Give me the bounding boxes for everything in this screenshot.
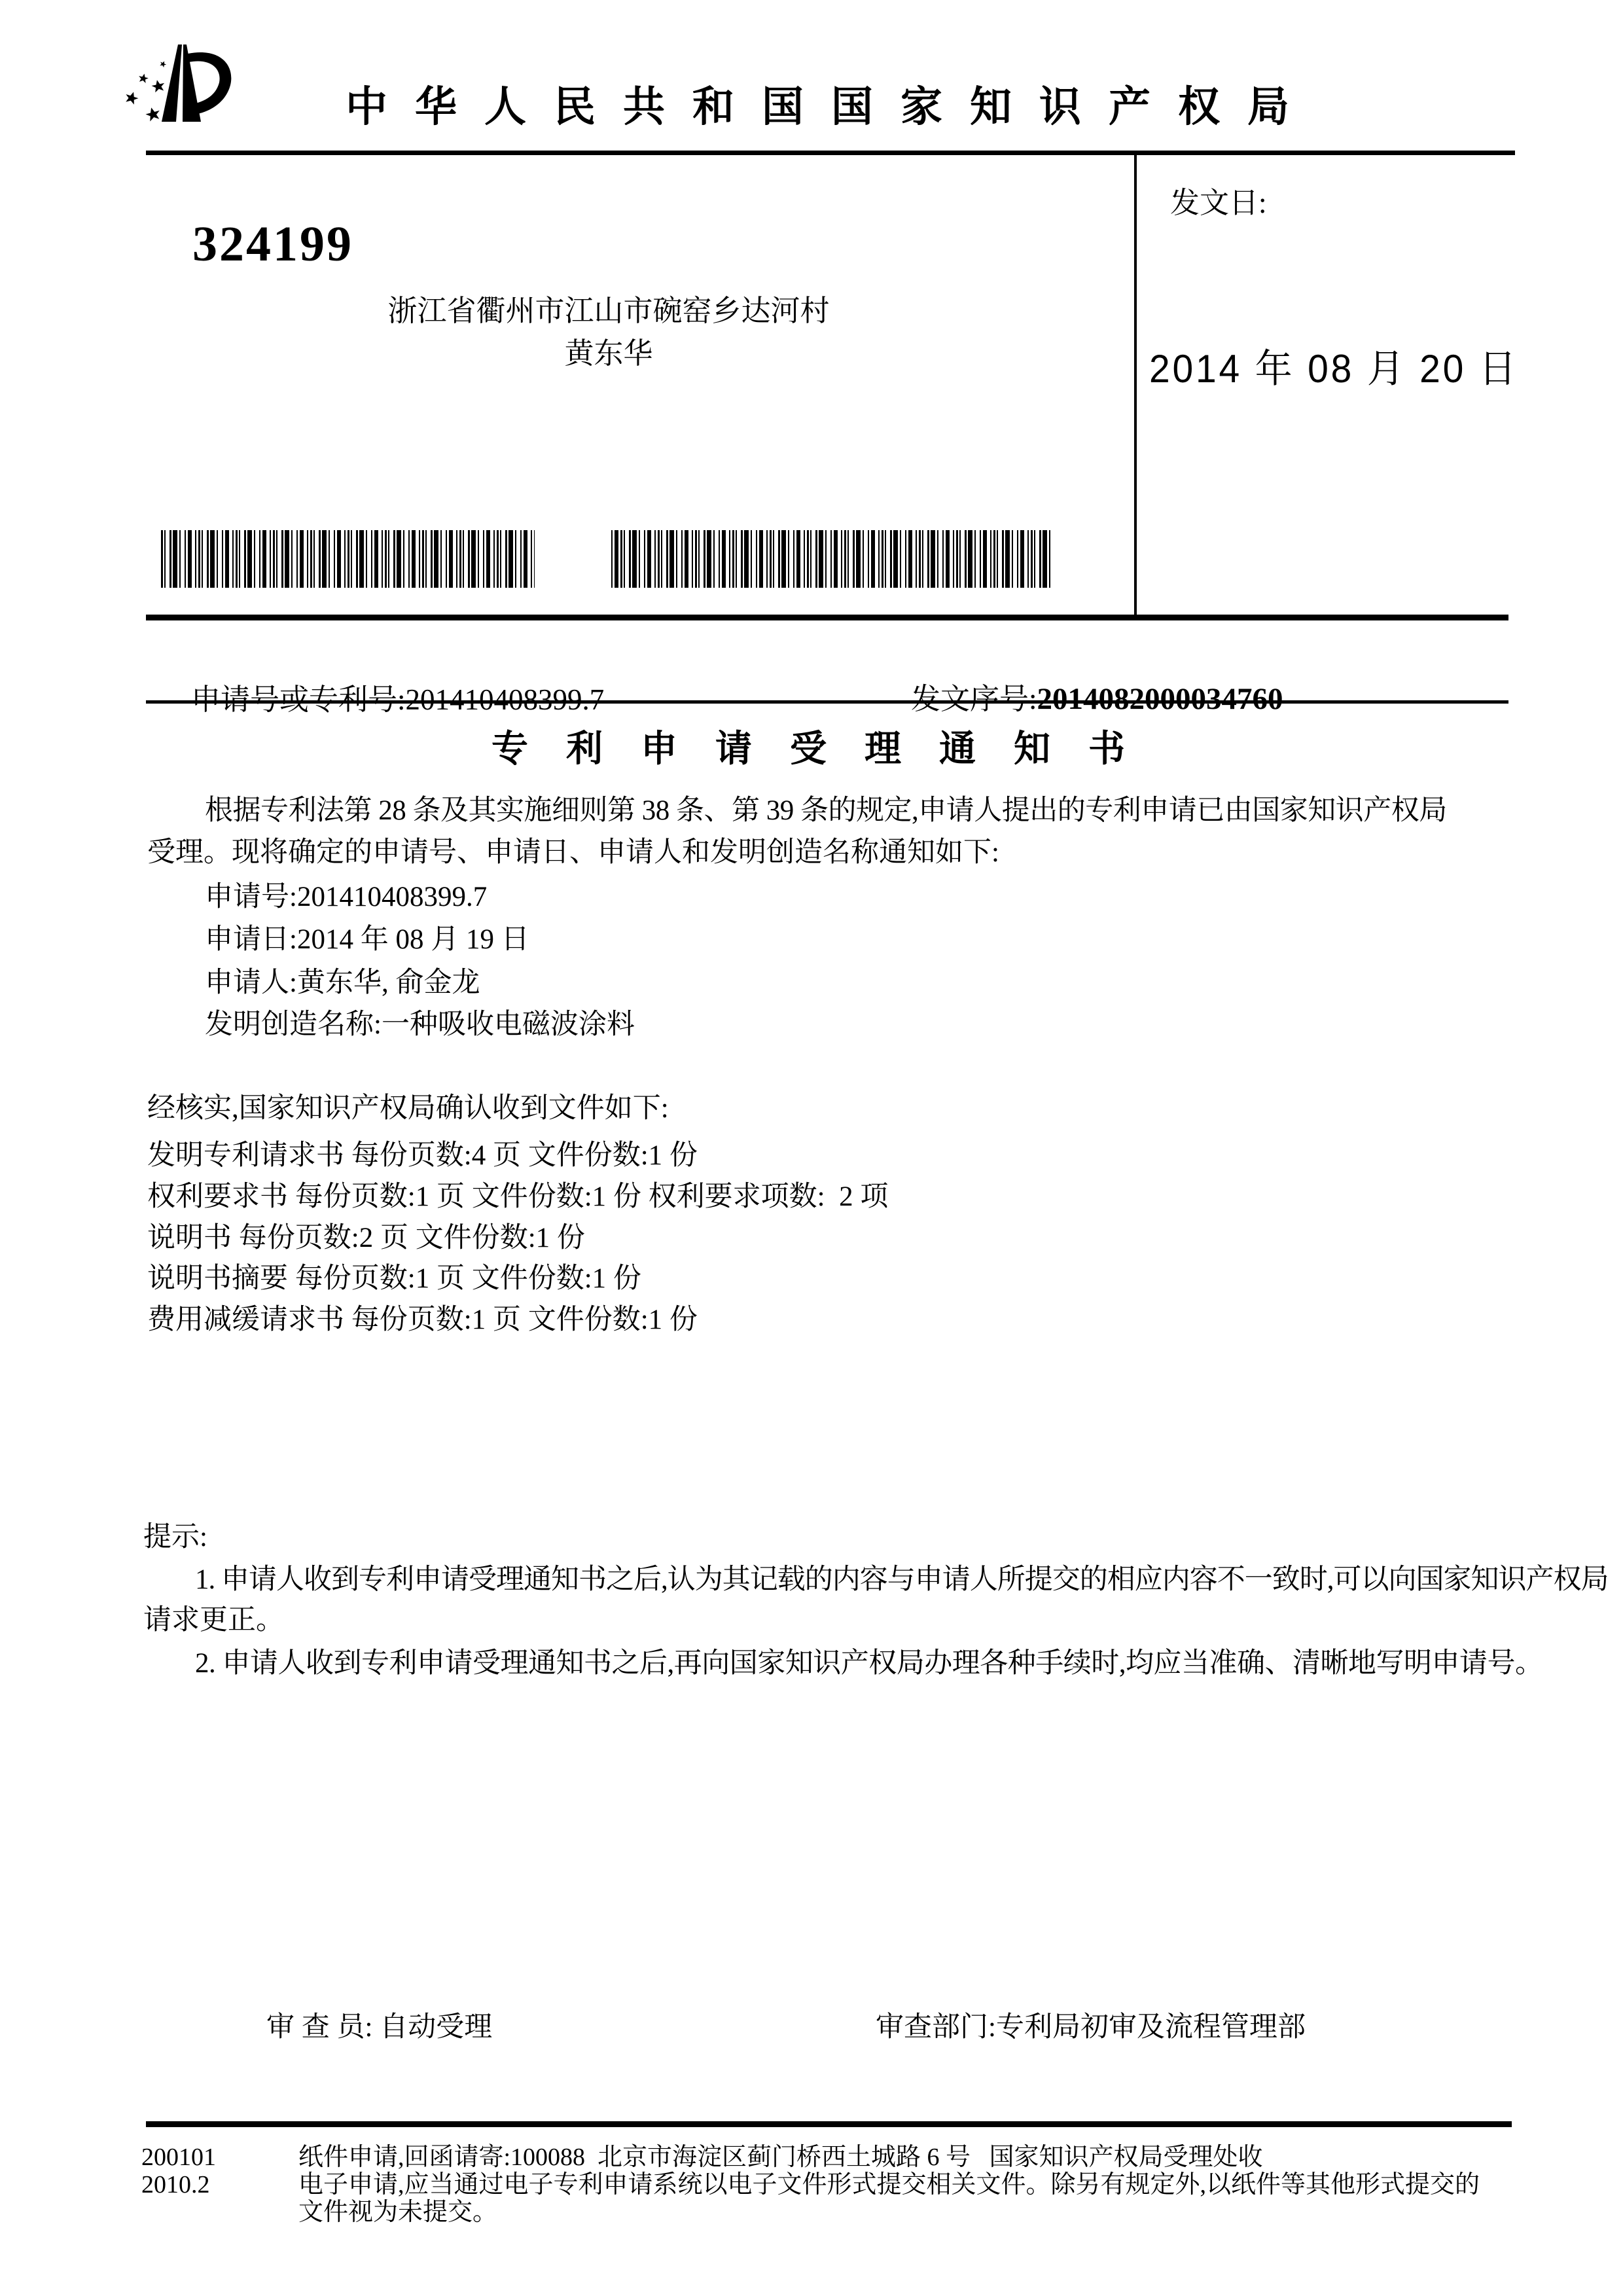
- footer-rule: [146, 2121, 1512, 2127]
- received-file-item: 费用减缓请求书 每份页数:1 页 文件份数:1 份: [147, 1304, 698, 1335]
- received-file-item: 发明专利请求书 每份页数:4 页 文件份数:1 份: [147, 1140, 698, 1171]
- footer-line-1: 纸件申请,回函请寄:100088 北京市海淀区蓟门桥西土城路 6 号 国家知识产权局受理处收: [298, 2144, 1263, 2171]
- department-label: 审查部门:: [876, 2011, 996, 2043]
- dispatch-box-left-border: [1134, 153, 1137, 618]
- dispatch-date-label: 发文日:: [1170, 187, 1267, 219]
- form-code-line-2: 2010.2: [141, 2171, 210, 2198]
- header-rule: [146, 151, 1515, 155]
- received-file-item: 说明书摘要 每份页数:1 页 文件份数:1 份: [147, 1263, 641, 1294]
- mid-thick-rule: [146, 615, 1508, 620]
- serial-number-label: 发文序号:: [911, 683, 1037, 715]
- detail-applicants: 申请人:黄东华, 俞金龙: [205, 967, 480, 998]
- application-number-label: 申请号或专利号:: [191, 683, 406, 716]
- detail-filing-date: 申请日:2014 年 08 月 19 日: [205, 924, 529, 955]
- application-number-value: 201410408399.7: [405, 683, 605, 716]
- hint-2-line-1: 2. 申请人收到专利申请受理通知书之后,再向国家知识产权局办理各种手续时,均应当准确、清晰地写明申请号。: [195, 1648, 1543, 1679]
- barcode-icon: [161, 530, 535, 588]
- notice-title: 专 利 申 请 受 理 通 知 书: [491, 729, 1132, 770]
- received-file-item: 权利要求书 每份页数:1 页 文件份数:1 份 权利要求项数: 2 项: [147, 1181, 889, 1212]
- received-files-intro: 经核实,国家知识产权局确认收到文件如下:: [147, 1093, 669, 1124]
- hint-1-line-2: 请求更正。: [143, 1605, 284, 1636]
- form-code-line-1: 200101: [141, 2144, 216, 2171]
- intro-line-1: 根据专利法第 28 条及其实施细则第 38 条、第 39 条的规定,申请人提出的专利申请已由国家知识产权局: [205, 795, 1447, 826]
- recipient-name: 黄东华: [564, 337, 653, 370]
- mailing-code: 324199: [192, 217, 353, 272]
- department-value: 专利局初审及流程管理部: [995, 2011, 1306, 2043]
- detail-application-number: 申请号:201410408399.7: [205, 882, 488, 912]
- barcode-icon: [609, 530, 1052, 588]
- footer-line-3: 文件视为未提交。: [298, 2198, 498, 2226]
- examiner-line: [238, 1977, 492, 2078]
- serial-number-value: 2014082000034760: [1037, 682, 1283, 716]
- agency-title: 中华人民共和国国家知识产权局: [346, 83, 1317, 130]
- cnipa-emblem-icon: [122, 41, 240, 136]
- hints-label: 提示:: [143, 1522, 207, 1552]
- mailing-address: 浙江省衢州市江山市碗窑乡达河村: [387, 295, 830, 327]
- hint-1-line-1: 1. 申请人收到专利申请受理通知书之后,认为其记载的内容与申请人所提交的相应内容不一致时,可以向国家知识产权局: [195, 1564, 1609, 1595]
- detail-invention-title: 发明创造名称:一种吸收电磁波涂料: [205, 1009, 635, 1040]
- received-file-item: 说明书 每份页数:2 页 文件份数:1 份: [147, 1223, 585, 1253]
- intro-line-2: 受理。现将确定的申请号、申请日、申请人和发明创造名称通知如下:: [147, 837, 999, 868]
- footer-line-2: 电子申请,应当通过电子专利申请系统以电子文件形式提交相关文件。除另有规定外,以纸件等其他形式提交的: [298, 2171, 1480, 2198]
- dispatch-date-value: 2014 年 08 月 20 日: [1149, 347, 1519, 391]
- examiner-value: 自动受理: [380, 2011, 493, 2043]
- department-line: [847, 1977, 1306, 2078]
- examiner-label: 审 查 员:: [266, 2011, 373, 2043]
